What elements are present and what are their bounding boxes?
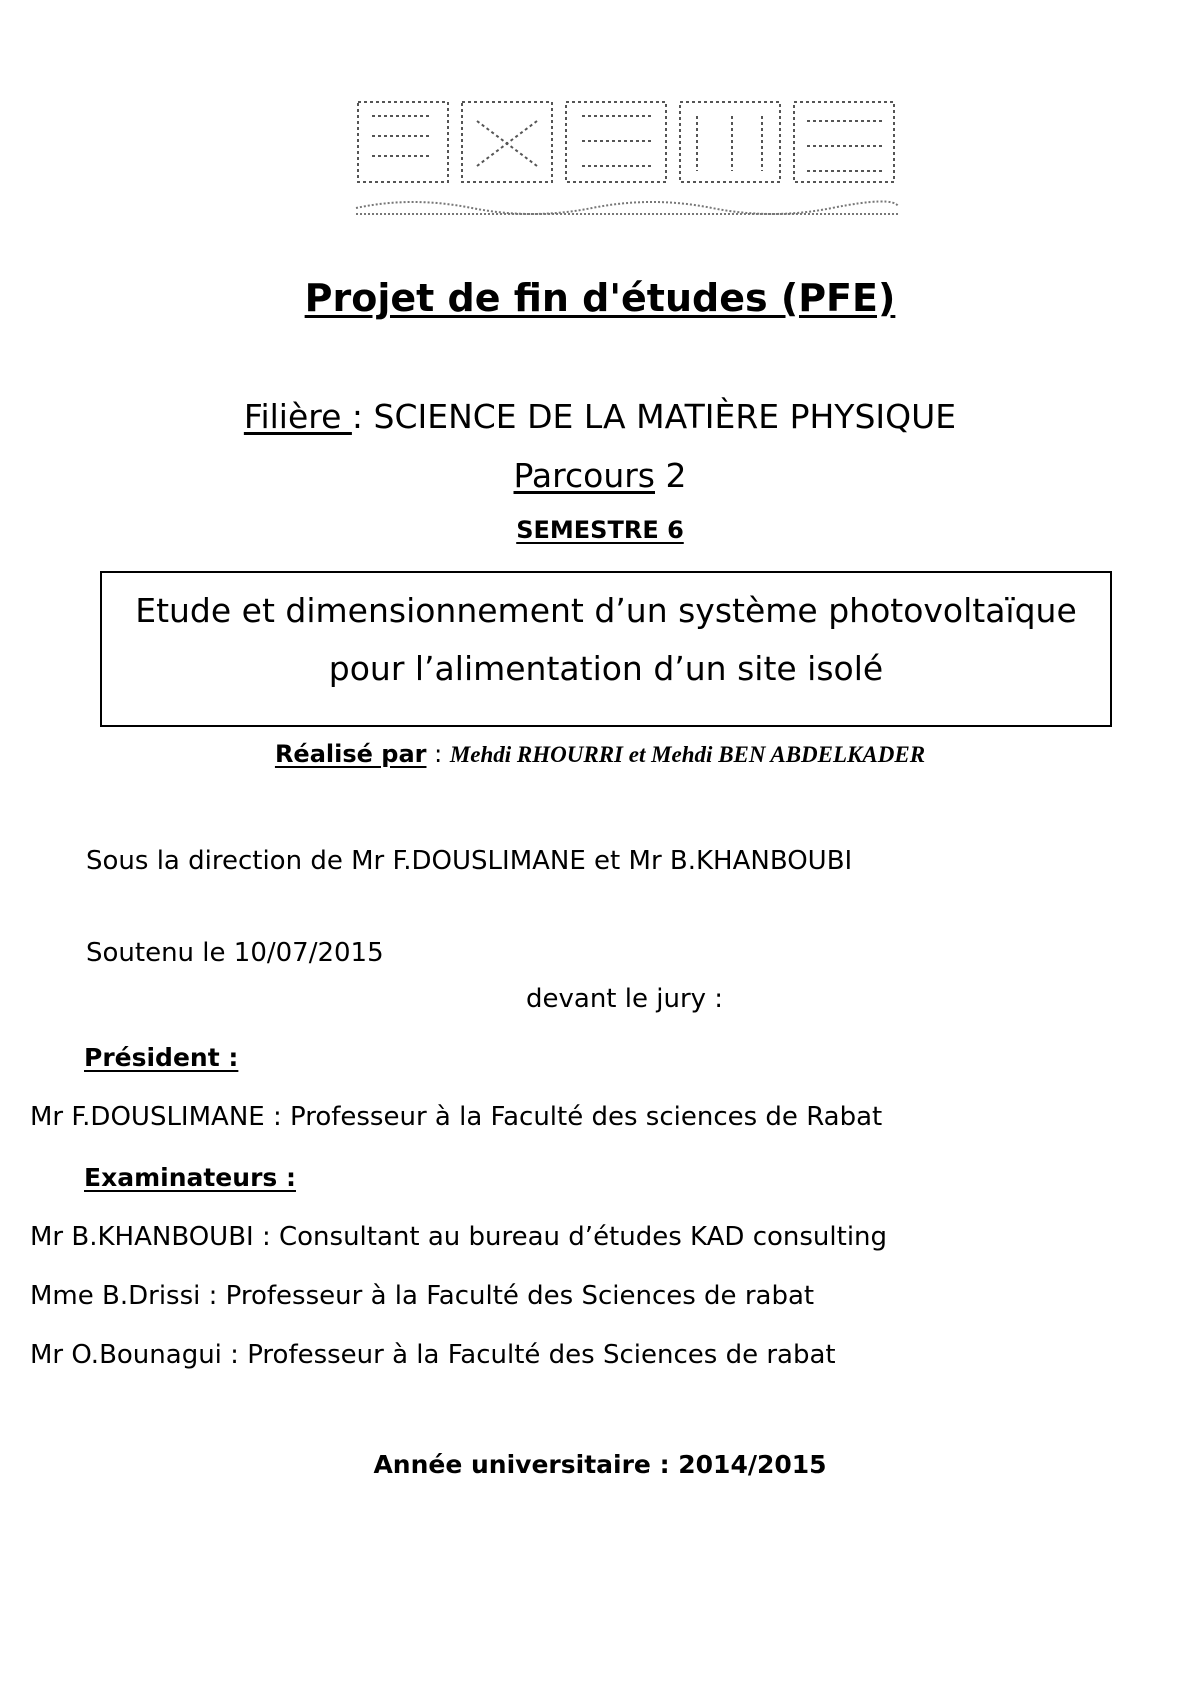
filiere-label: Filière: [243, 397, 352, 436]
defense-date: Soutenu le 10/07/2015: [86, 938, 384, 968]
president-member: Mr F.DOUSLIMANE : Professeur à la Faculté des sciences de Rabat: [30, 1102, 883, 1132]
semestre: SEMESTRE 6: [516, 516, 684, 544]
jury-intro: devant le jury :: [526, 984, 724, 1014]
university-logo-icon: [352, 96, 900, 226]
filiere-separator: :: [351, 397, 374, 436]
academic-year: Année universitaire : 2014/2015: [373, 1450, 827, 1479]
examiner-item: Mme B.Drissi : Professeur à la Faculté des Sciences de rabat: [30, 1281, 815, 1311]
filiere-value: SCIENCE DE LA MATIÈRE PHYSIQUE: [373, 397, 957, 436]
parcours-line: [0, 456, 1200, 495]
parcours-label: Parcours: [513, 456, 655, 495]
subject-box: [100, 571, 1112, 727]
parcours-value: 2: [655, 456, 687, 495]
supervisors: Sous la direction de Mr F.DOUSLIMANE et Mr B.KHANBOUBI: [86, 846, 853, 876]
president-heading: Président :: [84, 1043, 239, 1072]
examiner-item: Mr B.KHANBOUBI : Consultant au bureau d’études KAD consulting: [30, 1222, 888, 1252]
authors-label: Réalisé par: [274, 740, 427, 768]
page-title: Projet de fin d'études (PFE): [304, 276, 896, 320]
authors-names: Mehdi RHOURRI et Mehdi BEN ABDELKADER: [449, 742, 926, 767]
subject-line-1: Etude et dimensionnement d’un système photovoltaïque: [135, 591, 1077, 630]
authors-separator: :: [426, 740, 450, 768]
authors-line: [0, 740, 1200, 768]
filiere-line: [0, 397, 1200, 436]
examiners-heading: Examinateurs :: [84, 1163, 296, 1192]
subject-line-2: pour l’alimentation d’un site isolé: [328, 649, 884, 688]
examiner-item: Mr O.Bounagui : Professeur à la Faculté des Sciences de rabat: [30, 1340, 836, 1370]
